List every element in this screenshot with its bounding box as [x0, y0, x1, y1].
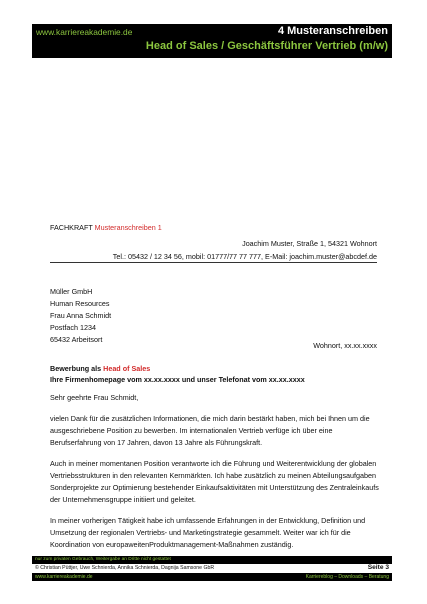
recipient-postbox: Postfach 1234 — [50, 323, 96, 332]
footer-links-bar — [32, 573, 392, 581]
letter-date: Wohnort, xx.xx.xxxx — [313, 341, 377, 350]
recipient-company: Müller GmbH — [50, 287, 93, 296]
footer-credits: © Christian Püttjer, Uwe Schnierda, Annika Schnierda, Dagnija Samsone GbR — [35, 565, 215, 571]
recipient-person: Frau Anna Schmidt — [50, 311, 112, 320]
letter-reference — [50, 223, 162, 232]
letter-subject — [50, 363, 305, 385]
recipient-city: 65432 Arbeitsort — [50, 335, 103, 344]
page-number: Seite 3 — [367, 564, 389, 571]
recipient-department: Human Resources — [50, 299, 110, 308]
reference-label: FACHKRAFT — [50, 223, 93, 232]
letter-body — [50, 392, 380, 560]
page-header-bar — [32, 24, 392, 58]
recipient-block — [50, 286, 111, 346]
sender-address: Joachim Muster, Straße 1, 54321 Wohnort — [242, 239, 377, 248]
body-paragraph-2: Auch in meiner momentanen Position verantworte ich die Führung und Weiterentwicklung der globalen Vertriebsstrukturen in den relevanten Kernmärkten. Ich habe zusätzlich zu meinen Abteilungsaufgaben Sonderprojekte zur Optimierung bestehender Einkaufsaktivitäten mit Unterstützung des Zentraleinkaufs der Unternehmensgruppe initiiert und geleitet. — [50, 459, 379, 504]
sender-contact: Tel.: 05432 / 12 34 56, mobil: 01777/77 77 777, E-Mail: joachim.muster@abcdef.de — [112, 252, 377, 261]
subject-reference: Ihre Firmenhomepage vom xx.xx.xxxx und unser Telefonat vom xx.xx.xxxx — [50, 375, 305, 384]
body-paragraph-1: vielen Dank für die zusätzlichen Informationen, die mich darin bestärkt haben, mich bei Ihnen um die ausgeschriebene Position zu bewerben. Im internationalen Vertrieb verfüge ich über eine Berufserfahrung von 17 Jahren, davon 13 Jahre als Führungskraft. — [50, 414, 370, 447]
reference-highlight: Musteranschreiben 1 — [94, 223, 162, 232]
footer-notice-bar — [32, 556, 392, 564]
header-title: 4 Musteranschreiben — [277, 25, 388, 37]
header-site-link[interactable]: www.karriereakademie.de — [36, 27, 133, 37]
footer-notice: nur zum privaten Gebrauch, Weitergabe an Dritte nicht gestattet — [35, 557, 171, 562]
footer-site-link[interactable]: www.karriereakademie.de — [35, 574, 93, 580]
footer-blog-link[interactable]: Karriereblog – Downloads – Beratung — [305, 574, 389, 580]
footer-credits-row — [32, 564, 392, 573]
subject-position: Head of Sales — [103, 364, 151, 373]
salutation: Sehr geehrte Frau Schmidt, — [50, 393, 139, 402]
sender-divider — [50, 262, 377, 263]
subject-prefix: Bewerbung als — [50, 364, 102, 373]
header-subtitle: Head of Sales / Geschäftsführer Vertrieb (m/w) — [145, 40, 388, 52]
body-paragraph-3: In meiner vorherigen Tätigkeit habe ich umfassende Erfahrungen in der Entwicklung, Definition und Umsetzung der regionalen Vertriebs- und Marketingstrategie gesammelt. Weiter war ich für die Koordination von europaweitenProduktmanagement-Maßnahmen zuständig. — [50, 516, 366, 549]
